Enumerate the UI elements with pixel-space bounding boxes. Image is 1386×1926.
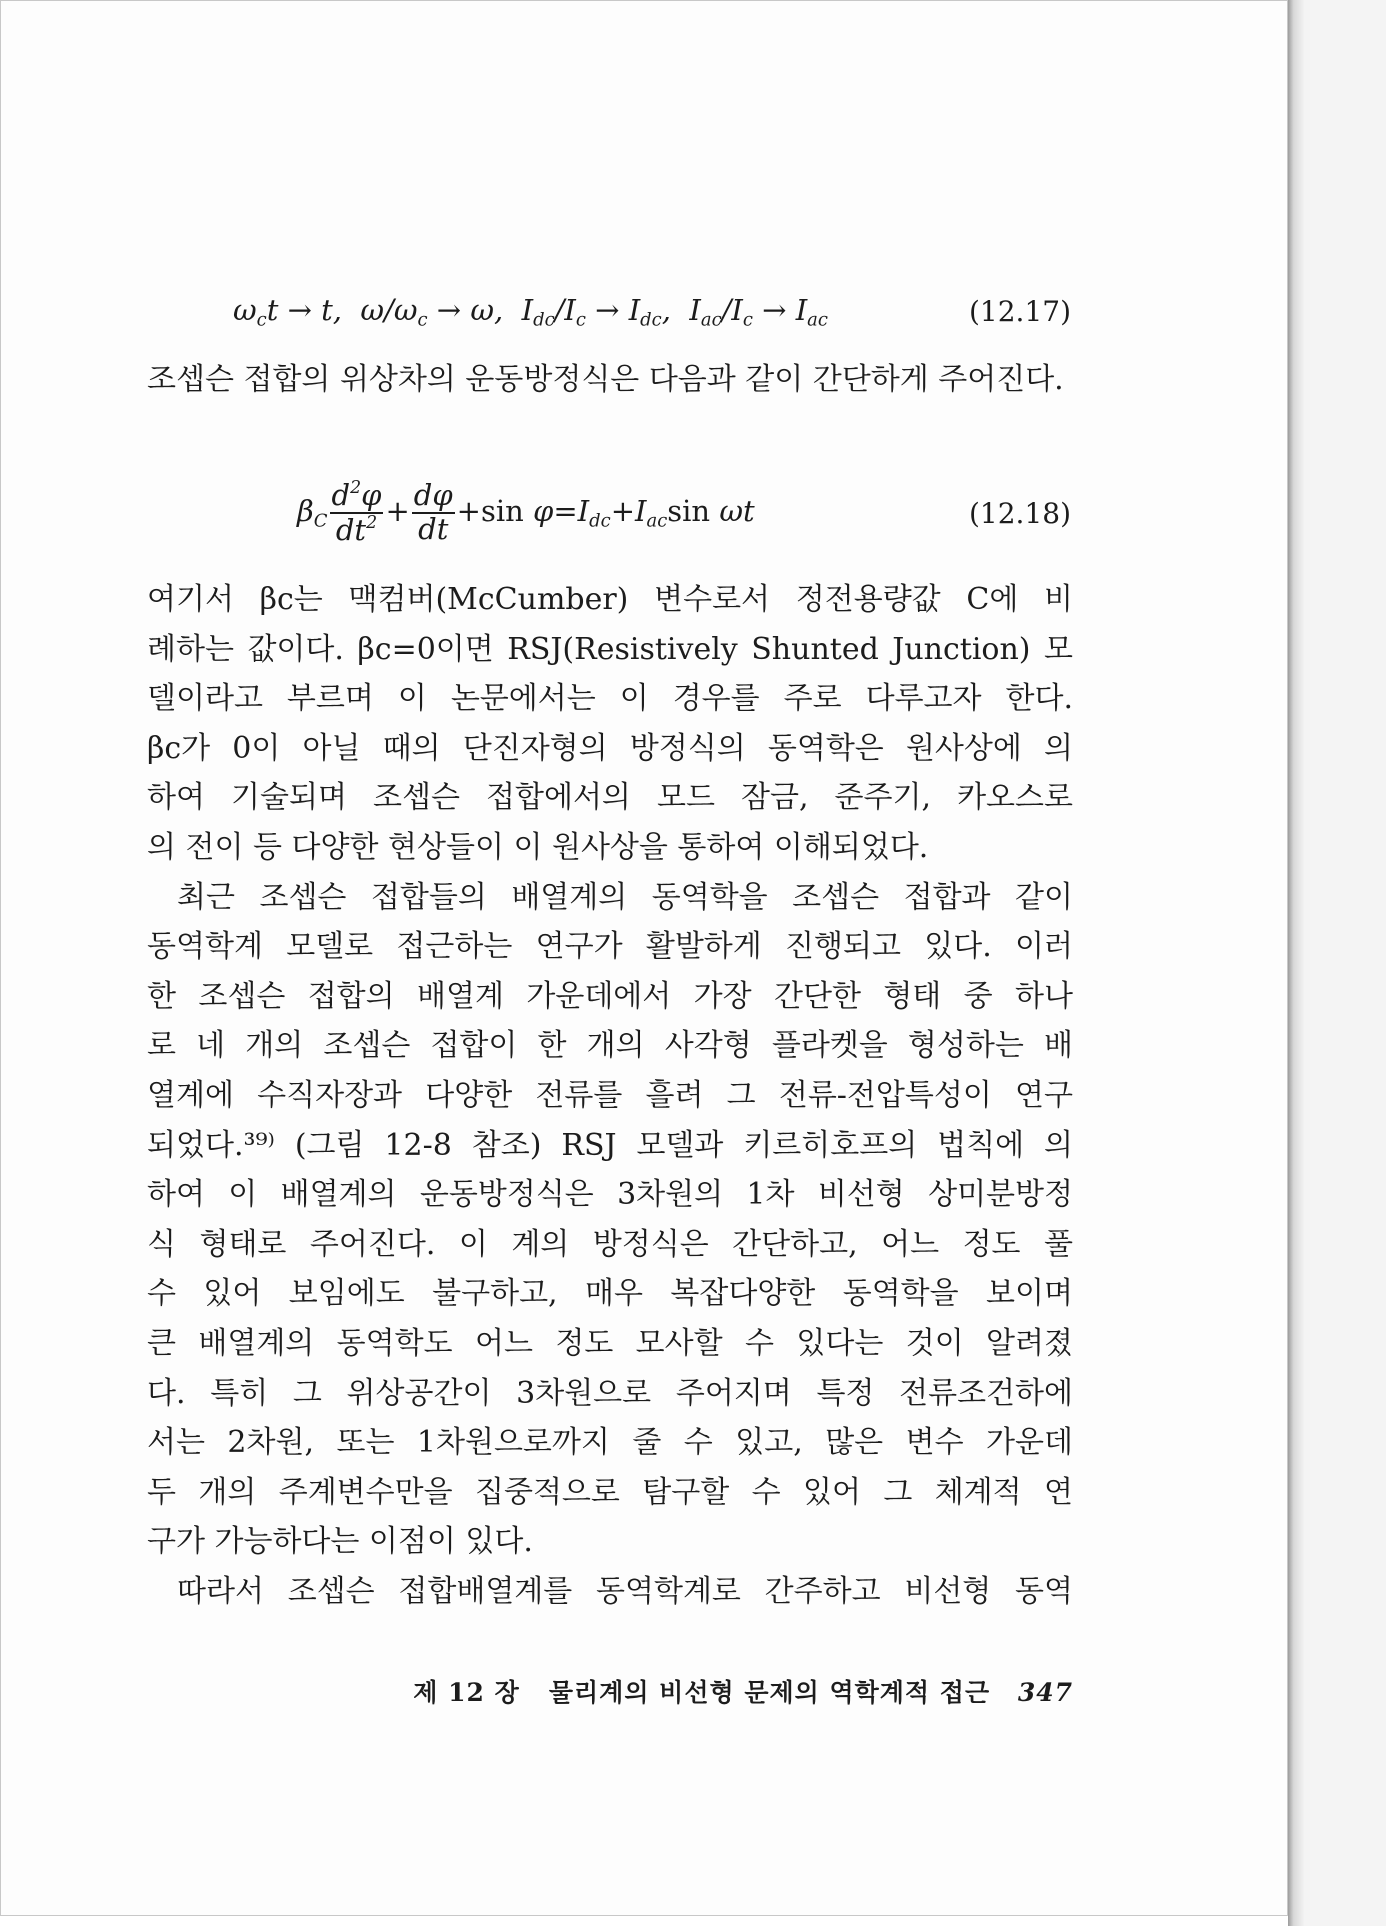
paragraph-2-line-3: 한 조셉슨 접합의 배열계 가운데에서 가장 간단한 형태 중 하나	[147, 978, 1073, 1014]
paragraph-1-line-3: 델이라고 부르며 이 논문에서는 이 경우를 주로 다루고자 한다.	[147, 681, 1073, 717]
equation-12-18: $\beta_C$ $\frac{d^2\varphi}{dt^2}$ + $\frac{d\varphi}{dt}$ +sin $\varphi=I_{dc}+I_{ac}\sin$ ωt	[297, 478, 755, 548]
paragraph-3: 따라서 조셉슨 접합배열계를 동역학계로 간주하고 비선형 동역	[177, 1574, 1073, 1609]
intro-text: 조셉슨 접합의 위상차의 운동방정식은 다음과 같이 간단하게 주어진다.	[147, 362, 1064, 397]
paragraph-2-line-6: 되었다.³⁹⁾ (그림 12-8 참조) RSJ 모델과 키르히호프의 법칙에 의	[147, 1127, 1073, 1163]
paragraph-2-line-4: 로 네 개의 조셉슨 접합이 한 개의 사각형 플라켓을 형성하는 배	[147, 1028, 1073, 1064]
equation-number-12-17: (12.17)	[969, 295, 1072, 328]
paragraph-1-line-1: 여기서 βc는 맥컴버(McCumber) 변수로서 정전용량값 C에 비	[147, 582, 1073, 617]
paragraph-1-line-6: 의 전이 등 다양한 현상들이 이 원사상을 통하여 이해되었다.	[147, 830, 929, 865]
paragraph-1-line-5: 하여 기술되며 조셉슨 접합에서의 모드 잠금, 준주기, 카오스로	[147, 780, 1073, 816]
paragraph-2-line-1: 최근 조셉슨 접합들의 배열계의 동역학을 조셉슨 접합과 같이	[177, 879, 1073, 915]
page-background	[1304, 0, 1386, 1926]
paragraph-2-line-8: 식 형태로 주어진다. 이 계의 방정식은 간단하고, 어느 정도 풀	[147, 1226, 1073, 1262]
paragraph-1-line-2: 례하는 값이다. βc=0이면 RSJ(Resistively Shunted Junction) 모	[147, 631, 1073, 667]
paragraph-2-line-10: 큰 배열계의 동역학도 어느 정도 모사할 수 있다는 것이 알려졌	[147, 1326, 1073, 1361]
equation-12-17: $\omega_ct \to t$, $\omega/\omega_c \to \omega$, $I_{dc}/I_c \to I_{dc}$, $I_{ac}/I_c \to I_{ac}$	[233, 293, 828, 331]
paragraph-2-line-2: 동역학계 모델로 접근하는 연구가 활발하게 진행되고 있다. 이러	[147, 929, 1073, 965]
paragraph-2-line-11: 다. 특히 그 위상공간이 3차원으로 주어지며 특정 전류조건하에	[147, 1375, 1073, 1411]
paragraph-2-line-5: 열계에 수직자장과 다양한 전류를 흘려 그 전류-전압특성이 연구	[147, 1078, 1073, 1113]
paragraph-2-line-9: 수 있어 보임에도 불구하고, 매우 복잡다양한 동역학을 보이며	[147, 1276, 1073, 1312]
footer-chapter: 제 12 장	[413, 1678, 520, 1707]
equation-number-12-18: (12.18)	[969, 497, 1072, 530]
paragraph-2-line-13: 두 개의 주계변수만을 집중적으로 탐구할 수 있어 그 체계적 연	[147, 1474, 1073, 1510]
footer-title: 물리계의 비선형 문제의 역학계적 접근	[548, 1678, 991, 1707]
paragraph-2-line-7: 하여 이 배열계의 운동방정식은 3차원의 1차 비선형 상미분방정	[147, 1177, 1073, 1213]
page-number: 347	[1017, 1678, 1073, 1707]
paragraph-1-line-4: βc가 0이 아닐 때의 단진자형의 방정식의 동역학은 원사상에 의	[147, 730, 1073, 766]
paragraph-2-line-14: 구가 가능하다는 이점이 있다.	[147, 1524, 533, 1560]
running-footer	[413, 1673, 1073, 1709]
page-edge	[1288, 0, 1304, 1926]
paragraph-2-line-12: 서는 2차원, 또는 1차원으로까지 줄 수 있고, 많은 변수 가운데	[147, 1425, 1073, 1461]
